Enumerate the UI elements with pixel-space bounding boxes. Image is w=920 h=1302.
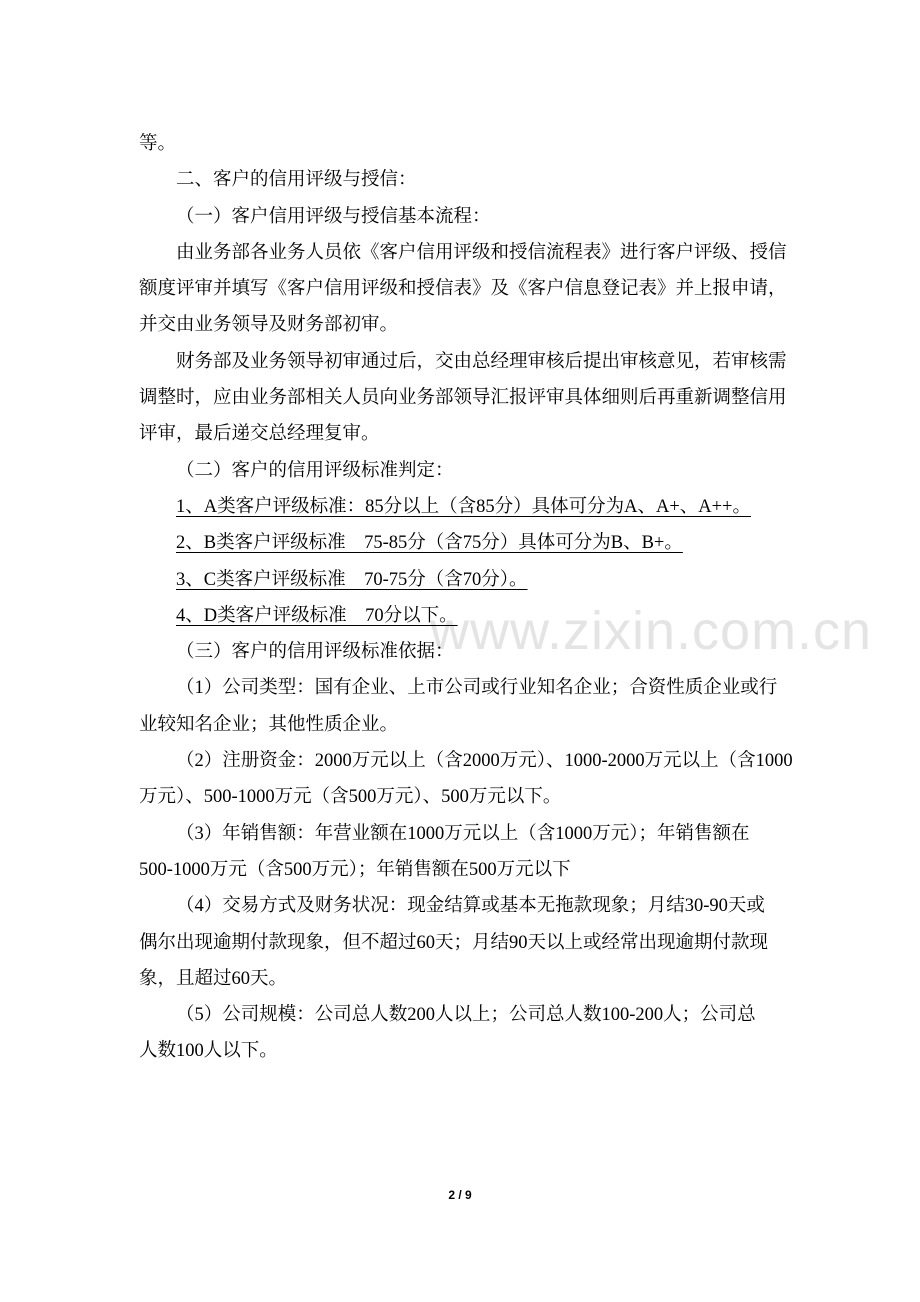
text-line: （2）注册资金：2000万元以上（含2000万元）、1000-2000万元以上（含1000: [176, 751, 793, 772]
rating-standard-c: [139, 562, 779, 598]
section-heading: [139, 162, 779, 198]
text-line: （二）客户的信用评级标准判定：: [176, 460, 454, 481]
subsection-heading: [139, 199, 779, 235]
text-line: 1、A类客户评级标准：85分以上（含85分）具体可分为A、A+、A++。: [176, 496, 751, 517]
subsection-heading: [139, 634, 779, 670]
text-line: 3、C类客户评级标准 70-75分（含70分）。: [176, 569, 528, 590]
text-line: 二、客户的信用评级与授信：: [176, 170, 417, 191]
rating-standard-b: [139, 525, 779, 561]
document-body: [139, 126, 793, 1070]
text-line: （一）客户信用评级与授信基本流程：: [176, 206, 491, 227]
text-line: 财务部及业务领导初审通过后，交由总经理审核后提出审核意见，若审核需: [176, 351, 787, 372]
paragraph-continuation: [139, 126, 779, 162]
text-line: 人数100人以下。: [139, 1041, 278, 1062]
criterion-payment-status: [139, 888, 779, 997]
page-number: 2 / 9: [448, 1188, 472, 1202]
criterion-company-type: [139, 670, 779, 743]
rating-standard-d: [139, 598, 779, 634]
criterion-annual-sales: [139, 816, 779, 889]
text-line: 额度评审并填写《客户信用评级和授信表》及《客户信息登记表》并上报申请，: [139, 279, 787, 300]
text-line: （1）公司类型：国有企业、上市公司或行业知名企业；合资性质企业或行: [176, 678, 778, 699]
text-line: 象，且超过60天。: [139, 968, 288, 989]
paragraph: [139, 235, 787, 344]
text-line: 评审，最后递交总经理复审。: [139, 424, 380, 445]
text-line: 等。: [139, 134, 177, 154]
text-line: 万元）、500-1000万元（含500万元）、500万元以下。: [139, 787, 562, 808]
text-line: （5）公司规模：公司总人数200人以上；公司总人数100-200人；公司总: [176, 1005, 756, 1026]
watermark: www.zixin.com.cn: [430, 601, 873, 661]
criterion-company-scale: [139, 997, 779, 1070]
text-line: 2、B类客户评级标准 75-85分（含75分）具体可分为B、B+。: [176, 533, 683, 554]
text-line: （4）交易方式及财务状况：现金结算或基本无拖款现象；月结30-90天或: [176, 896, 765, 917]
text-line: 并交由业务领导及财务部初审。: [139, 315, 399, 336]
text-line: 500-1000万元（含500万元）；年销售额在500万元以下: [139, 859, 571, 880]
text-line: （3）年销售额：年营业额在1000万元以上（含1000万元）；年销售额在: [176, 823, 750, 844]
subsection-heading: [139, 453, 779, 489]
paragraph: [139, 344, 787, 453]
rating-standard-a: [139, 489, 779, 525]
criterion-registered-capital: [139, 743, 793, 816]
text-line: 偶尔出现逾期付款现象，但不超过60天；月结90天以上或经常出现逾期付款现: [139, 932, 769, 953]
text-line: 由业务部各业务人员依《客户信用评级和授信流程表》进行客户评级、授信: [176, 242, 787, 263]
text-line: 业较知名企业；其他性质企业。: [139, 714, 399, 735]
text-line: 4、D类客户评级标准 70分以下。: [176, 605, 458, 626]
text-line: （三）客户的信用评级标准依据：: [176, 642, 454, 663]
text-line: 调整时，应由业务部相关人员向业务部领导汇报评审具体细则后再重新调整信用: [139, 388, 787, 409]
